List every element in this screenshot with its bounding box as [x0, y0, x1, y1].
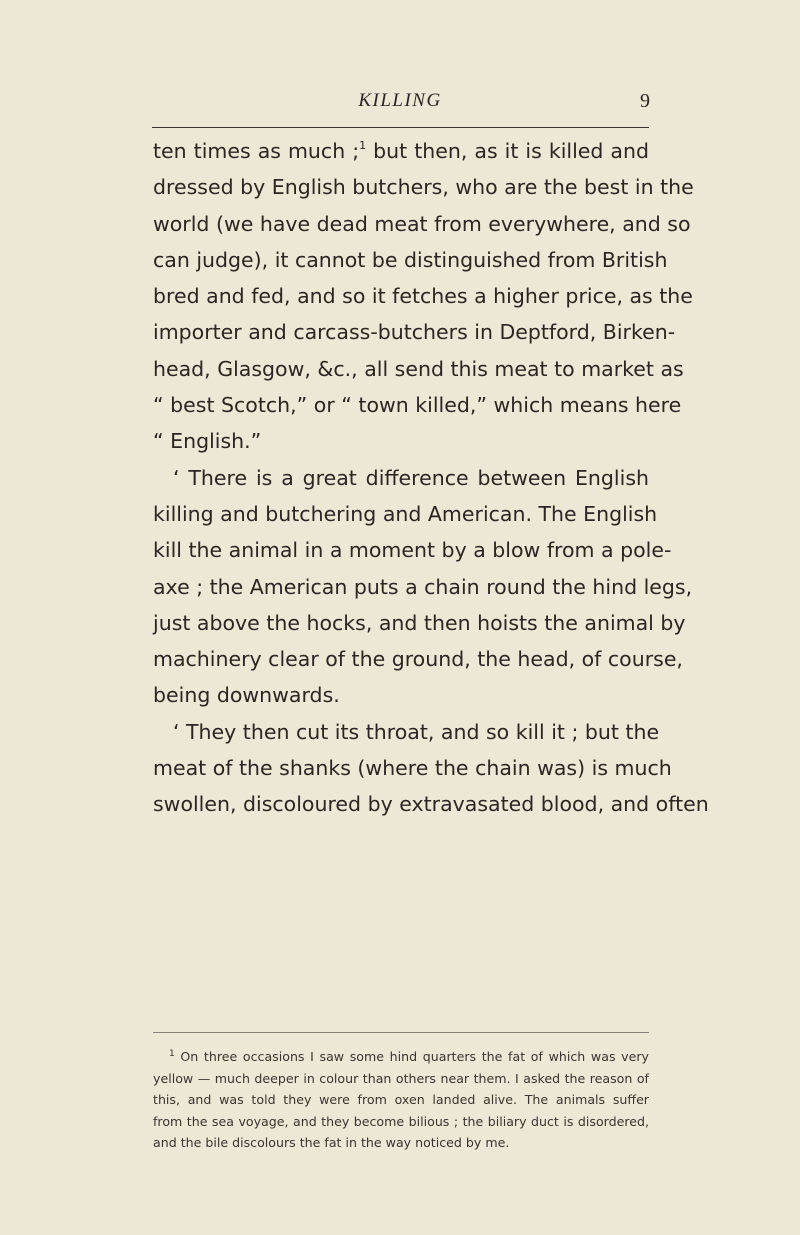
body-line: swollen, discoloured by extravasated blood, and often: [153, 792, 709, 817]
footnote-line: and the bile discolours the fat in the way noticed by me.: [153, 1135, 510, 1151]
body-line: importer and carcass-butchers in Deptford, Birken-: [153, 320, 676, 345]
footnote-line: from the sea voyage, and they become bilious ; the biliary duct is disordered,: [153, 1113, 649, 1129]
body-line: just above the hocks, and then hoists the animal by: [153, 610, 686, 635]
body-line: axe ; the American puts a chain round the hind legs,: [153, 574, 693, 599]
body-line: dressed by English butchers, who are the best in the: [153, 175, 694, 200]
body-line: can judge), it cannot be distinguished from British: [153, 247, 668, 272]
body-line: killing and butchering and American. The English: [153, 501, 658, 526]
footnote-line: this, and was told they were from oxen landed alive. The animals suffer: [153, 1092, 649, 1108]
body-line: being downwards.: [153, 683, 340, 708]
footnote-reference: 1: [359, 139, 367, 152]
body-line: machinery clear of the ground, the head, of course,: [153, 647, 683, 672]
body-line: “ English.”: [153, 429, 262, 454]
footnote-marker: 1: [169, 1049, 175, 1059]
page-number: 9: [640, 90, 650, 112]
body-line: head, Glasgow, &c., all send this meat to market as: [153, 356, 684, 381]
body-line: bred and fed, and so it fetches a higher price, as the: [153, 284, 693, 309]
body-line: “ best Scotch,” or “ town killed,” which means here: [153, 393, 682, 418]
running-head: KILLING: [358, 90, 442, 111]
body-text: [153, 133, 709, 823]
body-line: kill the animal in a moment by a blow from a pole-: [153, 538, 672, 563]
body-line: world (we have dead meat from everywhere, and so: [153, 211, 691, 236]
page-header: [150, 90, 650, 120]
body-line: ‘ They then cut its throat, and so kill it ; but the: [173, 719, 660, 744]
footnote-line: yellow — much deeper in colour than others near them. I asked the reason of: [153, 1070, 649, 1086]
footnote-rule: [153, 1032, 649, 1033]
body-line: ‘ There is a great difference between English: [173, 465, 649, 490]
body-line: ten times as much ;$^1$ but then, as it is killed and: [153, 139, 649, 163]
footnote: [153, 1046, 649, 1154]
header-rule: [152, 127, 649, 128]
footnote-line: $^1$ On three occasions I saw some hind quarters the fat of which was very: [169, 1049, 649, 1064]
body-line: meat of the shanks (where the chain was) is much: [153, 756, 672, 781]
